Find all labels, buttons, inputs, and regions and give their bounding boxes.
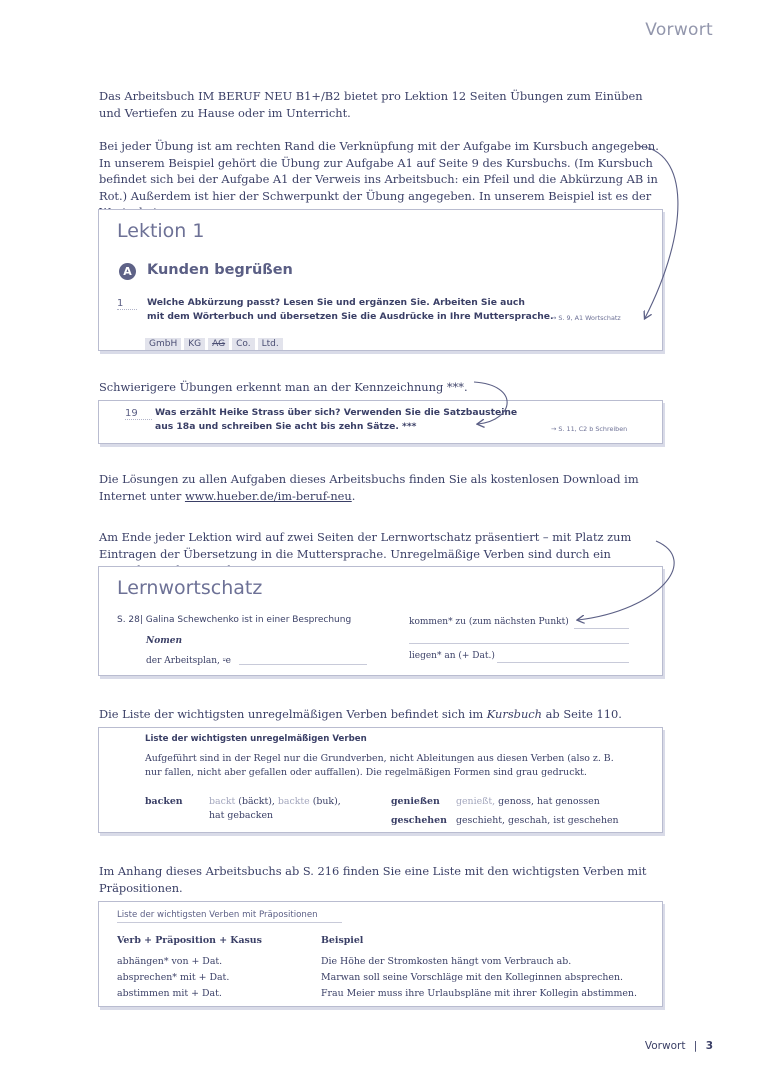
lektion-title: Lektion 1 (117, 220, 205, 242)
prep-row-example: Die Höhe der Stromkosten hängt vom Verbrauch ab. (321, 956, 572, 967)
solutions-end: . (351, 488, 356, 503)
arrow-to-asterisk (578, 541, 674, 620)
difficult-instruction-line-2: aus 18a und schreiben Sie acht bis zehn Sätze. *** (155, 421, 417, 432)
exercise-reference: → S. 9, A1 Wortschatz (551, 314, 621, 322)
exercise-instruction-line-1: Welche Abkürzung passt? Lesen Sie und ergänzen Sie. Arbeiten Sie auch (147, 297, 525, 308)
verb-entry-1: kommen* zu (zum nächsten Punkt) (409, 617, 569, 627)
page-number: 3 (705, 1040, 713, 1052)
section-badge: A (119, 263, 136, 280)
prep-row-example: Marwan soll seine Vorschläge mit den Kolleginnen absprechen. (321, 972, 623, 983)
download-link[interactable]: www.hueber.de/im-beruf-neu (184, 488, 352, 503)
verb-entry-2: liegen* an (+ Dat.) (409, 651, 495, 661)
intro-paragraph-1: Das Arbeitsbuch IM BERUF NEU B1+/B2 bietet pro Lektion 12 Seiten Übungen zum Einüben und Vertiefen zu Hause oder im Unterricht. (99, 89, 643, 120)
geniessen-irregular: genoss, hat genossen (498, 796, 600, 807)
chip-ag: AG (208, 338, 229, 350)
irregular-intro-book: Kursbuch (486, 707, 543, 721)
prepositions-box-title: Liste der wichtigsten Verben mit Präpositionen (117, 910, 342, 923)
verb-geschehen: geschehen (391, 815, 447, 826)
intro-paragraph-2: Bei jeder Übung ist am rechten Rand die Verknüpfung mit der Aufgabe im Kursbuch angegeben. In unserem Beispiel gehört die Übung zur Aufgabe A1 auf Seite 9 des Kursbuchs. (Im Kursbuch befindet sich bei der Aufgabe A1 der Verweis ins Arbeitsbuch: ein Pfeil und die Abkürzung AB in Rot.) Außerdem ist hier der Schwerpunkt der Übung angegeben. In unserem Beispiel ist es der (99, 139, 659, 203)
geniessen-regular: genießt, (456, 796, 496, 807)
chip-gmbh: GmbH (145, 338, 181, 350)
lektion-subtitle: Kunden begrüßen (147, 262, 293, 278)
lernwortschatz-title: Lernwortschatz (117, 577, 263, 599)
lernwortschatz-intro: Am Ende jeder Lektion wird auf zwei Seiten der Lernwortschatz präsentiert – mit Platz zum Eintragen der Übersetzung in die Muttersprache. Unregelmäßige Verben sind durch ein (99, 530, 632, 561)
difficult-exercise-number: 19 (125, 408, 152, 420)
prep-row-verb: abstimmen mit + Dat. (117, 988, 222, 999)
nomen-label: Nomen (146, 636, 183, 646)
irregular-intro-text-2: ab Seite 110. (545, 707, 622, 721)
prep-column-example: Beispiel (321, 935, 364, 946)
prep-row-verb: abhängen* von + Dat. (117, 956, 223, 967)
difficult-instruction-line-1: Was erzählt Heike Strass über sich? Verwenden Sie die Satzbausteine (155, 407, 518, 418)
exercise-number: 1 (117, 298, 137, 310)
arrow-to-stars (474, 382, 507, 424)
backen-participle: hat gebacken (209, 810, 274, 821)
chip-co: Co. (232, 338, 255, 350)
irregular-desc-line-2: nur fallen, nicht aber gefallen oder auffallen). Die regelmäßigen Formen sind grau gedruckt. (145, 767, 587, 778)
chip-ltd: Ltd. (258, 338, 283, 350)
prepositions-intro: Im Anhang dieses Arbeitsbuchs ab S. 216 finden Sie eine Liste mit den wichtigsten Verben mit Präpositionen. (99, 864, 647, 895)
page-header-title: Vorwort (645, 20, 713, 40)
prep-column-verb: Verb + Präposition + Kasus (117, 935, 262, 946)
irregular-box-title: Liste der wichtigsten unregelmäßigen Verben (145, 734, 367, 744)
verb-backen: backen (145, 796, 183, 807)
irregular-intro-text-1: Die Liste der wichtigsten unregelmäßigen Verben befindet sich im (99, 707, 484, 721)
backen-regular-2: backte (277, 796, 310, 807)
arrow-to-reference (638, 146, 678, 318)
verb-geniessen: genießen (391, 796, 440, 807)
irregular-desc-line-1: Aufgeführt sind in der Regel nur die Grundverben, nicht Ableitungen aus diesen Verben (also z. B. (145, 753, 614, 764)
verb-geschehen-forms: geschieht, geschah, ist geschehen (456, 815, 619, 826)
difficult-reference: → S. 11, C2 b Schreiben (551, 425, 628, 433)
backen-regular-1: backt (209, 796, 236, 807)
noun-entry: der Arbeitsplan, ⸚e (146, 656, 232, 666)
backen-irregular-1: (bäckt), (238, 796, 275, 807)
chip-kg: KG (184, 338, 205, 350)
lernwortschatz-section: S. 28| Galina Schewchenko ist in einer Besprechung (117, 615, 352, 625)
solutions-text: Die Lösungen zu allen Aufgaben dieses Arbeitsbuchs finden Sie als kostenlosen Download im Internet unter (99, 472, 639, 503)
prep-row-example: Frau Meier muss ihre Urlaubspläne mit ihrer Kollegin abstimmen. (321, 988, 637, 999)
backen-irregular-2: (buk), (312, 796, 341, 807)
footer-label: Vorwort (644, 1040, 686, 1052)
prep-row-verb: absprechen* mit + Dat. (117, 972, 230, 983)
footer-separator: | (693, 1040, 698, 1052)
difficult-intro: Schwierigere Übungen erkennt man an der Kennzeichnung ***. (99, 380, 468, 394)
exercise-instruction-line-2: mit dem Wörterbuch und übersetzen Sie die Ausdrücke in Ihre Muttersprache. (147, 311, 554, 322)
